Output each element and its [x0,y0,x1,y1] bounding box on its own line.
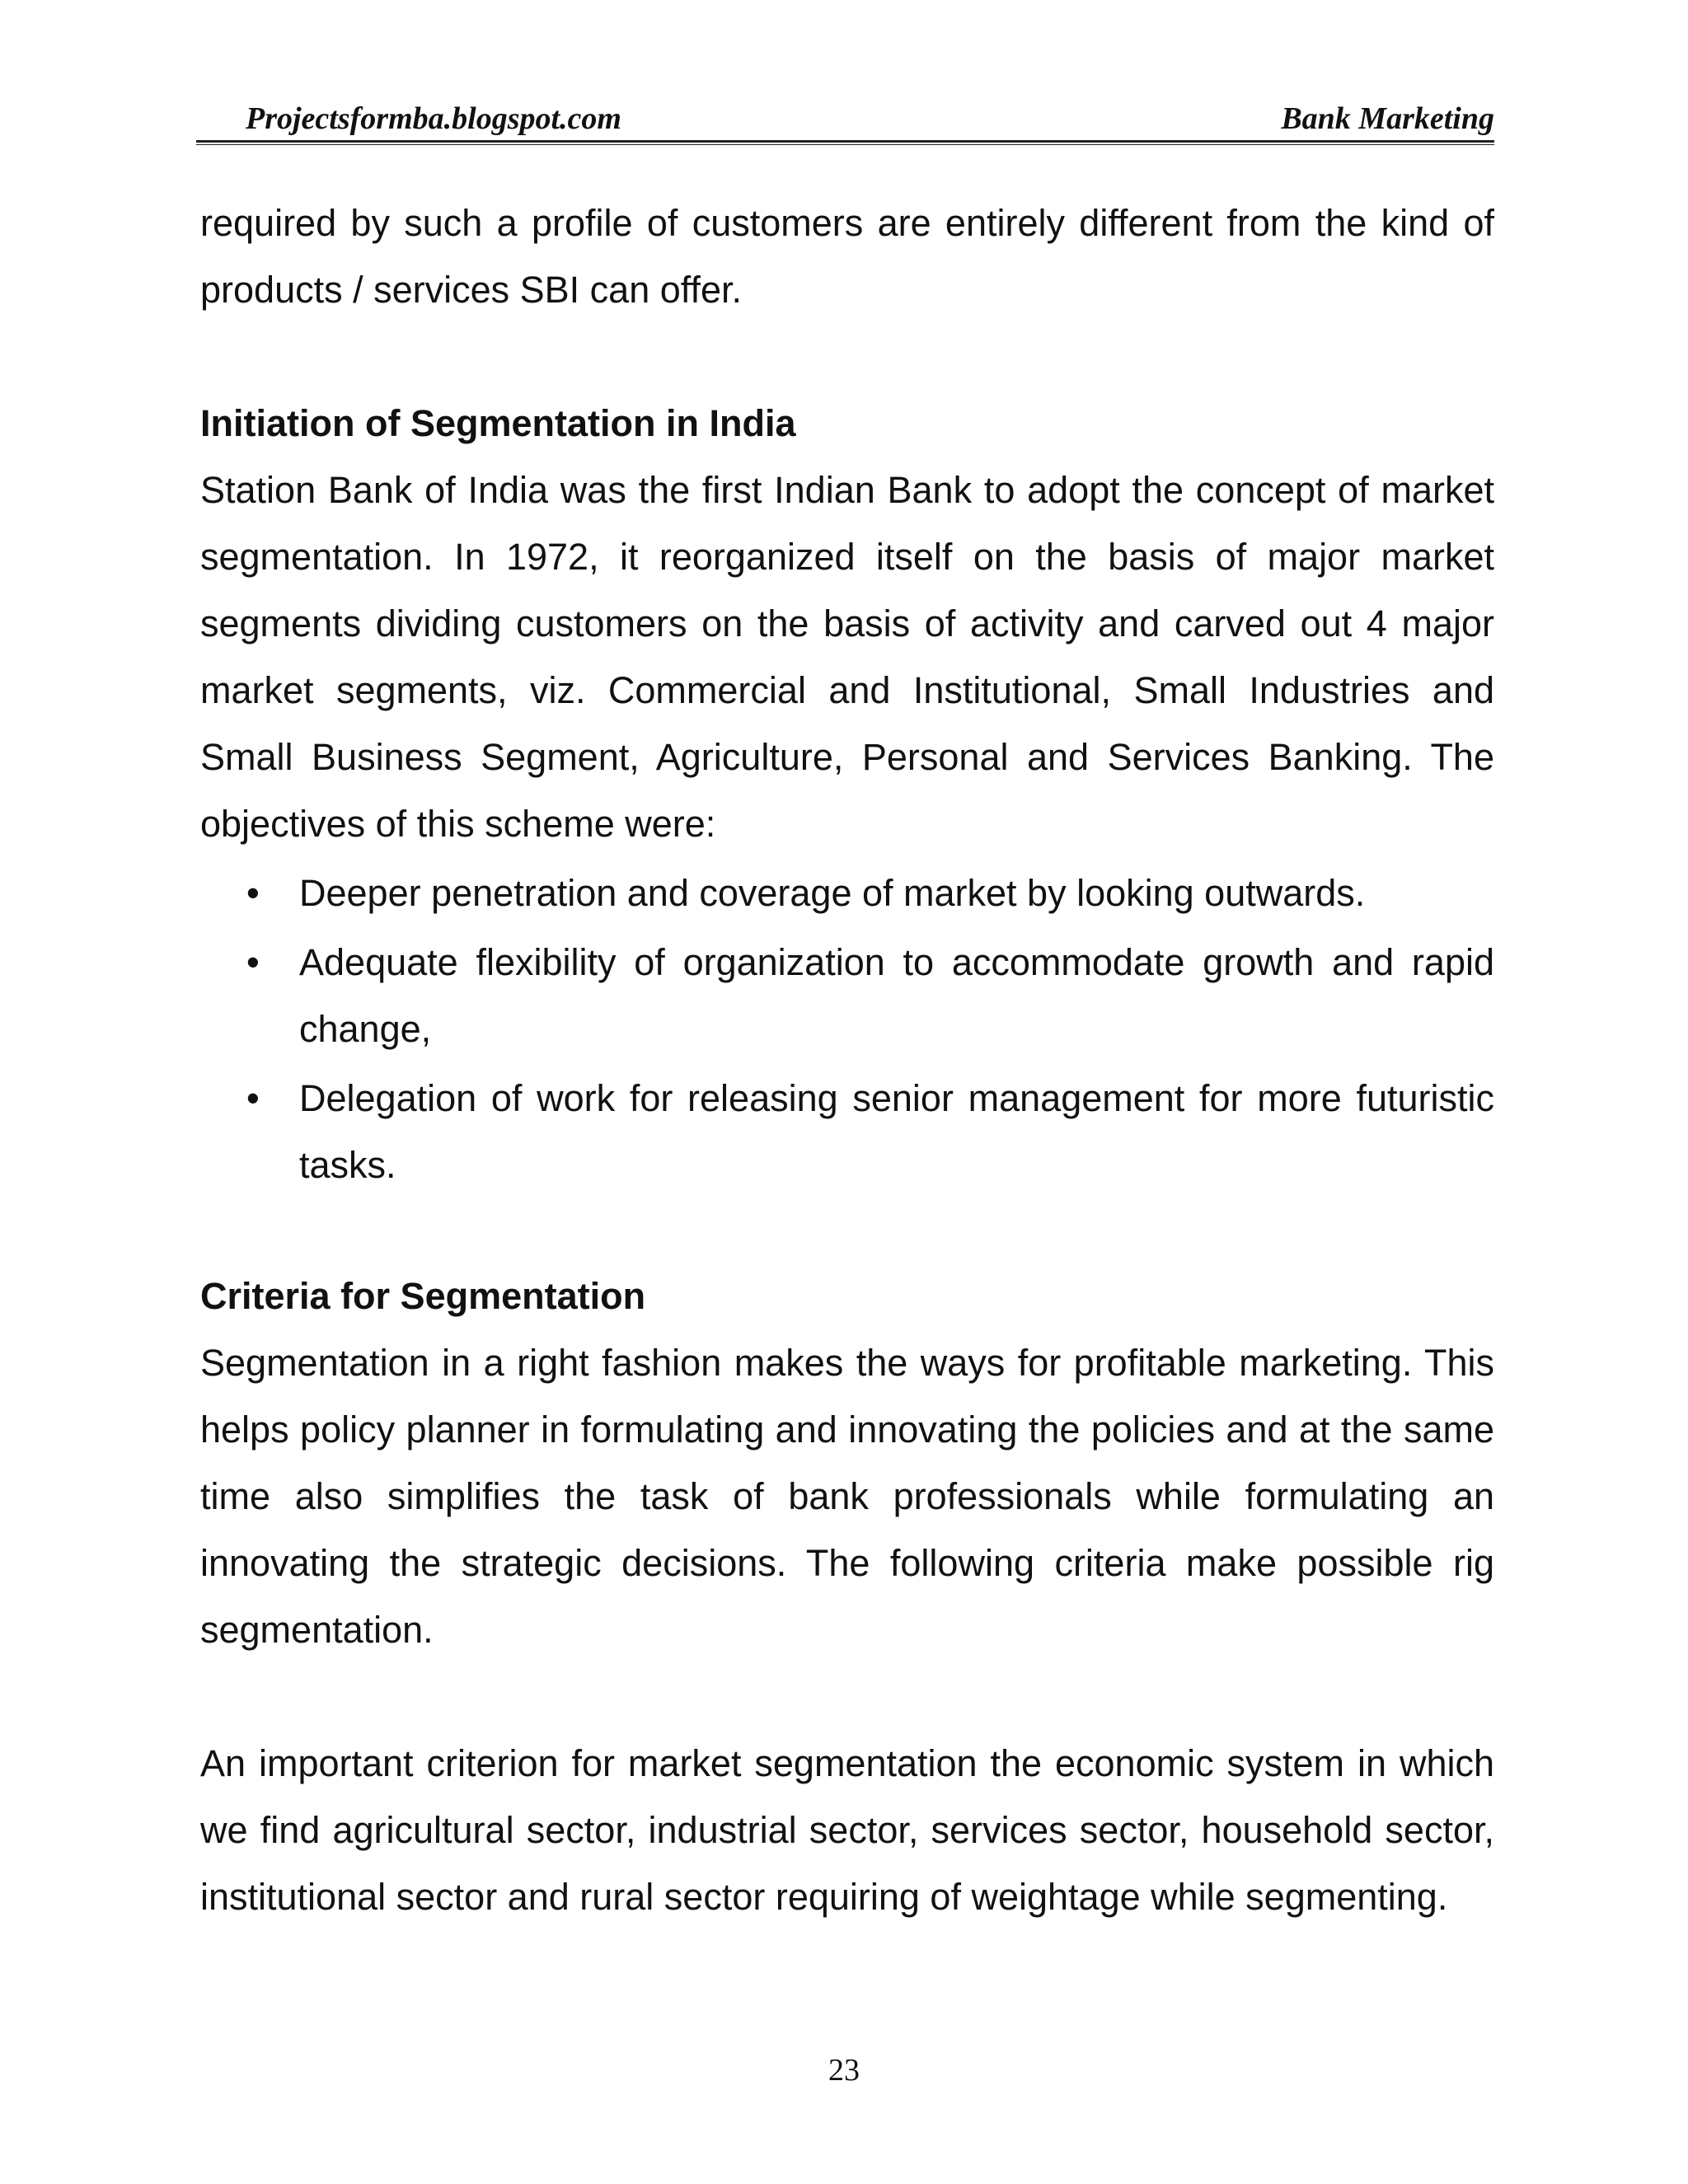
intro-paragraph: required by such a profile of customers are entirely different from the kind of products / services SBI can offer. [200,202,1494,311]
spacer [200,1198,1494,1263]
criteria-paragraph: Segmentation in a right fashion makes the ways for profitable marketing. This helps policy planner in formulating and innovating the policies and at the same time also simplifies the task of bank professionals while formulating an innovating the strategic decisions. The following criteria make possible rig segmentation. [200,1342,1494,1651]
page-number: 23 [828,2053,860,2088]
bullet-icon: • [246,1077,260,1119]
objectives-list [200,860,1494,1198]
header-divider [196,140,1494,145]
section-heading-criteria: Criteria for Segmentation [200,1275,646,1317]
spacer [200,323,1494,390]
page-header [196,97,1494,140]
list-item [200,860,1494,926]
section-heading-initiation: Initiation of Segmentation in India [200,402,796,444]
spacer [200,1663,1494,1730]
list-item [200,1065,1494,1198]
bullet-icon: • [246,872,260,914]
list-item-text: Adequate flexibility of organization to accommodate growth and rapid change, [299,941,1494,1050]
economic-system-paragraph: An important criterion for market segmentation the economic system in which we find agricultural sector, industrial sector, services sector, household sector, institutional sector and rural sector requiring of weightage while segmenting. [200,1742,1494,1918]
header-subject: Bank Marketing [1281,101,1494,136]
list-item-text: Deeper penetration and coverage of market by looking outwards. [299,872,1366,914]
bullet-icon: • [246,941,260,983]
list-item-text: Delegation of work for releasing senior management for more futuristic tasks. [299,1077,1494,1186]
list-item [200,929,1494,1062]
page-body [200,190,1494,1930]
initiation-paragraph: Station Bank of India was the first Indian Bank to adopt the concept of market segmentation. In 1972, it reorganized itself on the basis of major market segments dividing customers on the basis of activity and carved out 4 major market segments, viz. Commercial and Institutional, Small Industries and Small Business Segment, Agriculture, Personal and Services Banking. The objectives of this scheme were: [200,469,1494,845]
header-site-name: Projectsformba.blogspot.com [246,101,621,136]
